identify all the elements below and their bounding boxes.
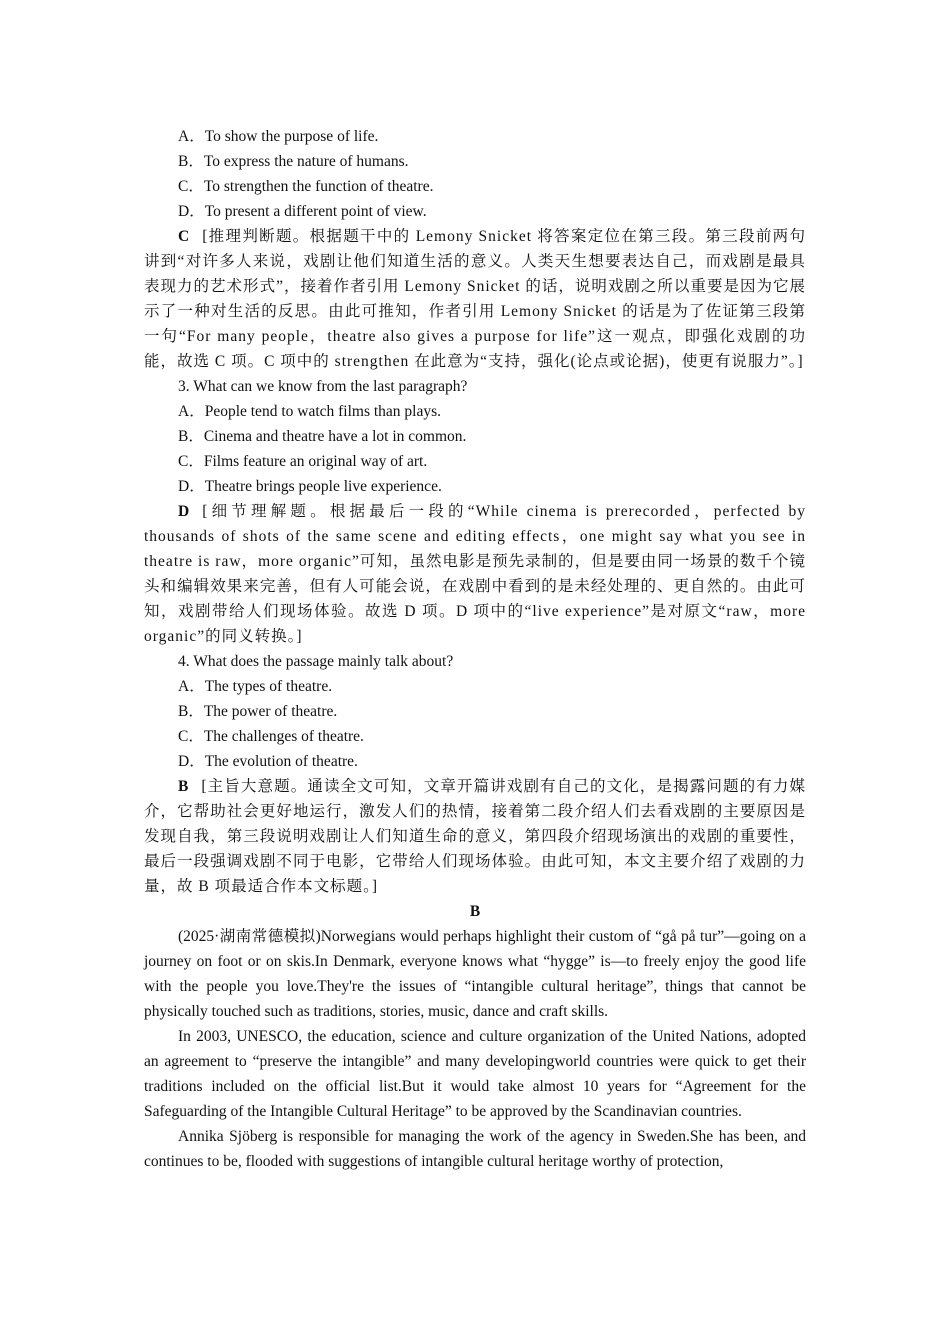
q1-answer-explanation <box>144 224 806 374</box>
passage-paragraph-2: In 2003, UNESCO, the education, science and culture organization of the United Nations, adopted an agreement to “preserve the intangible” and many developingworld countries were quick to get their traditions included on the official list.But it would take almost 10 years for “Agreement for the Safeguarding of the Intangible Cultural Heritage” to be approved by the Scandinavian countries. <box>144 1028 806 1120</box>
q3-stem: 3. What can we know from the last paragraph? <box>178 378 468 395</box>
q4-option-d: D．The evolution of theatre. <box>178 753 358 770</box>
section-heading: B <box>469 903 481 920</box>
q3-answer-explanation <box>144 499 806 649</box>
q1-answer-letter: C <box>178 228 191 245</box>
q4-answer-explanation <box>144 774 806 899</box>
q3-explanation-text: [细节理解题。根据最后一段的“While cinema is prerecorded，perfected by thousands of shots of the same scene and editing effects，one might say what you see in theatre is raw，more organic”可知，虽然电影是预先录制的，但是要由同一场景的数千个镜头和编辑效果来完善，但有人可能会说，在戏剧中看到的是未经处理的、更自然的。由此可知，戏剧带给人们现场体验。故选 D 项。D 项中的“live experience”是对原文“raw，more organic”的同义转换。] <box>144 503 806 645</box>
q3-option-c: C．Films feature an original way of art. <box>178 453 428 470</box>
q4-answer-letter: B <box>178 778 190 795</box>
q4-explanation-text: [主旨大意题。通读全文可知，文章开篇讲戏剧有自己的文化，是揭露问题的有力媒介，它帮助社会更好地运行，激发人们的热情，接着第二段介绍人们去看戏剧的主要原因是发现自我，第三段说明戏剧让人们知道生命的意义，第四段介绍现场演出的戏剧的重要性，最后一段强调戏剧不同于电影，它带给人们现场体验。由此可知，本文主要介绍了戏剧的力量，故 B 项最适合作本文标题。] <box>144 778 806 895</box>
q1-option-b: B．To express the nature of humans. <box>178 153 409 170</box>
q1-option-c: C．To strengthen the function of theatre. <box>178 178 434 195</box>
q3-answer-letter: D <box>178 503 191 520</box>
q4-option-c: C．The challenges of theatre. <box>178 728 364 745</box>
q1-explanation-text: [推理判断题。根据题干中的 Lemony Snicket 将答案定位在第三段。第三段前两句讲到“对许多人来说，戏剧让他们知道生活的意义。人类天生想要表达自己，而戏剧是最具表现力的艺术形式”，接着作者引用 Lemony Snicket 的话，说明戏剧之所以重要是因为它展示了一种对生活的反思。由此可推知，作者引用 Lemony Snicket 的话是为了佐证第三段第一句“For many people，theatre also gives a purpose for life”这一观点，即强化戏剧的功能，故选 C 项。C 项中的 strengthen 在此意为“支持，强化(论点或论据)，使更有说服力”。] <box>144 228 806 370</box>
q4-stem: 4. What does the passage mainly talk about? <box>178 653 454 670</box>
q3-option-b: B．Cinema and theatre have a lot in common. <box>178 428 467 445</box>
passage-paragraph-3: Annika Sjöberg is responsible for managing the work of the agency in Sweden.She has been, and continues to be, flooded with suggestions of intangible cultural heritage worthy of protection, <box>144 1128 806 1170</box>
q1-option-a: A．To show the purpose of life. <box>178 128 379 145</box>
q3-option-a: A．People tend to watch films than plays. <box>178 403 442 420</box>
q3-option-d: D．Theatre brings people live experience. <box>178 478 442 495</box>
q4-option-b: B．The power of theatre. <box>178 703 338 720</box>
q1-option-d: D．To present a different point of view. <box>178 203 427 220</box>
q4-option-a: A．The types of theatre. <box>178 678 333 695</box>
passage-paragraph-1: (2025·湖南常德模拟)Norwegians would perhaps highlight their custom of “gå på tur”—going on a journey on foot or on skis.In Denmark, everyone knows what “hygge” is—to freely enjoy the good life with the people you love.They're the issues of “intangible cultural heritage”, things that cannot be physically touched such as traditions, stories, music, dance and craft skills. <box>144 928 806 1020</box>
